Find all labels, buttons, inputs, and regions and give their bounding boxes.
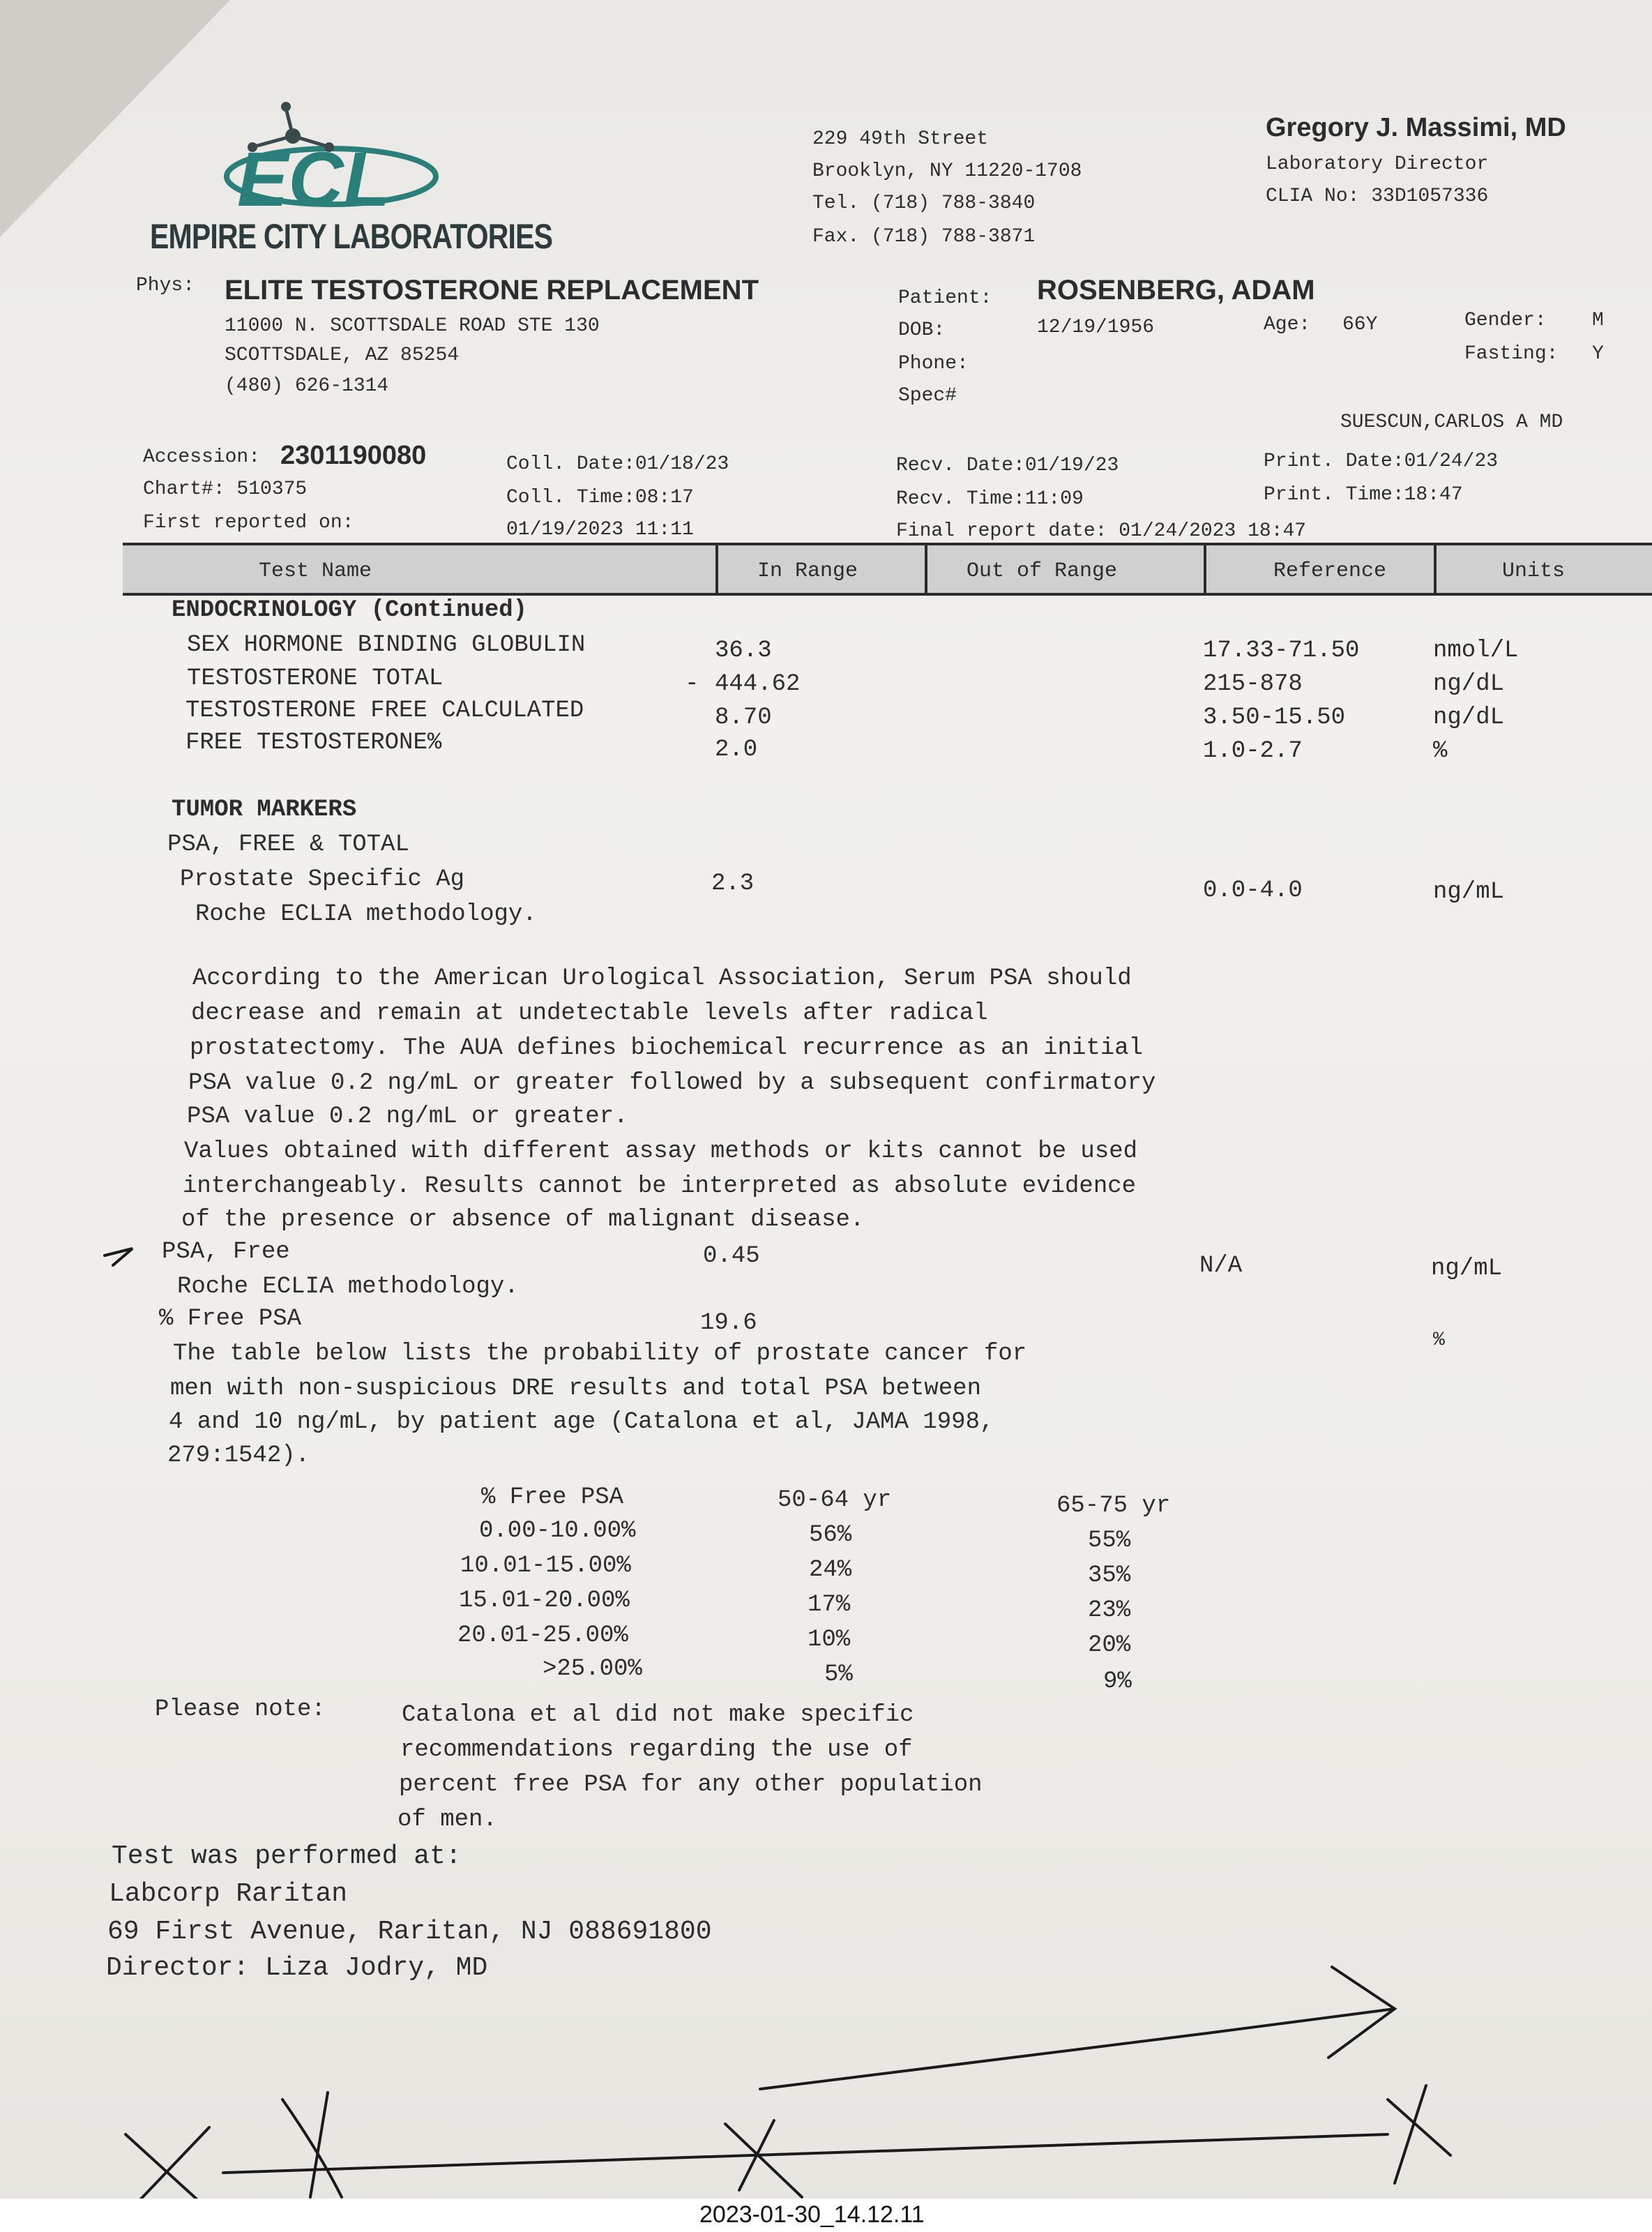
psa-total-value: 2.3 — [711, 870, 755, 897]
psa-method: Roche ECLIA methodology. — [195, 901, 537, 928]
note-line: percent free PSA for any other population — [399, 1772, 983, 1798]
lab-fax: Fax. (718) 788-3871 — [812, 226, 1036, 248]
psa-total-name: Prostate Specific Ag — [180, 866, 465, 893]
prob-header-65-75: 65-75 yr — [1056, 1493, 1171, 1519]
comment-line: PSA value 0.2 ng/mL or greater. — [187, 1103, 628, 1130]
psa-free-name: PSA, Free — [162, 1239, 290, 1265]
comment-line: interchangeably. Results cannot be interpreted as absolute evidence — [183, 1173, 1137, 1200]
first-reported-label: First reported on: — [143, 512, 354, 534]
photo-timestamp: 2023-01-30_14.12.11 — [699, 2201, 925, 2228]
lab-director-name: Gregory J. Massimi, MD — [1266, 113, 1566, 142]
col-units: Units — [1502, 559, 1566, 583]
svg-text:ECL: ECL — [237, 137, 391, 223]
table-intro-line: 279:1542). — [167, 1442, 310, 1469]
prob-row-range: 15.01-20.00% — [459, 1588, 630, 1614]
note-label: Please note: — [155, 1696, 326, 1723]
prob-row-50-64: 10% — [808, 1627, 851, 1653]
dob-label: DOB: — [898, 319, 946, 341]
performed-line: Test was performed at: — [112, 1841, 462, 1871]
table-intro-line: men with non-suspicious DRE results and total PSA between — [170, 1375, 981, 1402]
physician-address-1: 11000 N. SCOTTSDALE ROAD STE 130 — [225, 315, 600, 337]
table-intro-line: 4 and 10 ng/mL, by patient age (Catalona et al, JAMA 1998, — [169, 1409, 994, 1435]
psa-free-reference: N/A — [1199, 1253, 1243, 1279]
cross-mark-icon — [1388, 2086, 1450, 2183]
arrow-line — [760, 2009, 1395, 2089]
prob-header-50-64: 50-64 yr — [778, 1487, 892, 1514]
pct-free-psa-units: % — [1433, 1329, 1445, 1351]
prob-row-range: 20.01-25.00% — [457, 1622, 628, 1649]
table-intro-line: The table below lists the probability of prostate cancer for — [173, 1341, 1027, 1367]
note-line: Catalona et al did not make specific — [402, 1702, 914, 1728]
pct-free-psa-name: % Free PSA — [159, 1306, 302, 1332]
fasting-value: Y — [1592, 343, 1604, 365]
cross-mark-icon — [725, 2120, 802, 2197]
prob-header-free-psa: % Free PSA — [481, 1484, 624, 1511]
age-label: Age: — [1264, 314, 1311, 335]
pct-free-psa-value: 19.6 — [700, 1310, 757, 1336]
spec-label: Spec# — [898, 385, 957, 407]
prob-row-65-75: 20% — [1088, 1632, 1131, 1659]
photo-timestamp-bar — [0, 2199, 1652, 2232]
col-reference: Reference — [1273, 559, 1387, 583]
comment-line: of the presence or absence of malignant disease. — [181, 1207, 865, 1233]
coll-date: Coll. Date:01/18/23 — [506, 453, 729, 475]
performed-line: 69 First Avenue, Raritan, NJ 088691800 — [107, 1917, 712, 1947]
result-units: ng/dL — [1433, 671, 1505, 698]
psa-total-units: ng/mL — [1433, 879, 1505, 905]
col-test-name: Test Name — [259, 559, 372, 583]
cross-mark-icon — [126, 2127, 209, 2204]
result-units: ng/dL — [1433, 704, 1505, 731]
section-endocrinology: ENDOCRINOLOGY (Continued) — [172, 597, 528, 624]
physician-phone: (480) 626-1314 — [225, 375, 389, 397]
final-report-date: Final report date: 01/24/2023 18:47 — [896, 520, 1307, 542]
result-value: 8.70 — [715, 704, 772, 731]
first-reported-value: 01/19/2023 11:11 — [506, 519, 694, 541]
gender-value: M — [1592, 310, 1604, 331]
prob-row-65-75: 35% — [1088, 1562, 1131, 1589]
result-name: FREE TESTOSTERONE% — [185, 730, 442, 756]
comment-line: decrease and remain at undetectable levels after radical — [191, 1000, 988, 1027]
cross-mark-icon — [282, 2092, 342, 2197]
result-reference: 215-878 — [1203, 671, 1303, 698]
comment-line: According to the American Urological Association, Serum PSA should — [192, 965, 1132, 992]
result-value: 2.0 — [715, 737, 758, 763]
result-name: SEX HORMONE BINDING GLOBULIN — [187, 632, 586, 658]
col-out-of-range: Out of Range — [967, 559, 1118, 583]
recv-time: Recv. Time:11:09 — [896, 488, 1084, 510]
lab-clia: CLIA No: 33D1057336 — [1266, 186, 1489, 207]
patient-label: Patient: — [898, 287, 992, 309]
performed-line: Director: Liza Jodry, MD — [106, 1953, 488, 1983]
result-reference: 17.33-71.50 — [1203, 638, 1360, 664]
lab-address-1: 229 49th Street — [812, 128, 989, 150]
psa-free-method: Roche ECLIA methodology. — [177, 1274, 519, 1300]
result-flag: - — [685, 671, 699, 698]
prob-row-50-64: 56% — [809, 1522, 852, 1548]
result-value: 444.62 — [715, 671, 801, 698]
recv-date: Recv. Date:01/19/23 — [896, 455, 1119, 476]
prob-row-50-64: 5% — [824, 1661, 853, 1688]
psa-panel-name: PSA, FREE & TOTAL — [167, 831, 409, 858]
prob-row-range: >25.00% — [543, 1656, 642, 1682]
prob-row-50-64: 17% — [808, 1592, 851, 1618]
psa-free-value: 0.45 — [703, 1243, 760, 1269]
comment-line: Values obtained with different assay methods or kits cannot be used — [184, 1138, 1138, 1165]
lab-director-title: Laboratory Director — [1266, 153, 1489, 175]
coll-time: Coll. Time:08:17 — [506, 487, 694, 508]
result-name: TESTOSTERONE TOTAL — [187, 665, 444, 692]
gender-label: Gender: — [1464, 310, 1547, 331]
accession-number: 2301190080 — [280, 441, 427, 470]
section-tumor-markers: TUMOR MARKERS — [172, 797, 357, 823]
result-reference: 3.50-15.50 — [1203, 704, 1346, 731]
result-name: TESTOSTERONE FREE CALCULATED — [185, 698, 584, 724]
patient-name: ROSENBERG, ADAM — [1037, 275, 1315, 306]
note-line: of men. — [397, 1807, 497, 1833]
physician-address-2: SCOTTSDALE, AZ 85254 — [225, 345, 460, 366]
performed-line: Labcorp Raritan — [109, 1879, 348, 1909]
lab-address-2: Brooklyn, NY 11220-1708 — [812, 160, 1082, 182]
result-units: % — [1433, 738, 1448, 764]
note-line: recommendations regarding the use of — [400, 1737, 913, 1763]
prob-row-65-75: 23% — [1088, 1597, 1131, 1624]
print-date: Print. Date:01/24/23 — [1264, 451, 1499, 472]
dob-value: 12/19/1956 — [1037, 317, 1155, 338]
chart-number: Chart#: 510375 — [143, 478, 308, 500]
prob-row-65-75: 9% — [1103, 1668, 1132, 1695]
phys-label: Phys: — [136, 275, 195, 296]
prob-row-range: 0.00-10.00% — [479, 1518, 636, 1544]
checkmark-icon — [105, 1249, 132, 1265]
ordering-physician: SUESCUN,CARLOS A MD — [1340, 412, 1563, 433]
lab-name: EMPIRE CITY LABORATORIES — [150, 217, 553, 256]
comment-line: prostatectomy. The AUA defines biochemical recurrence as an initial — [190, 1035, 1144, 1062]
col-in-range: In Range — [757, 559, 858, 583]
result-value: 36.3 — [715, 638, 772, 664]
result-reference: 1.0-2.7 — [1203, 738, 1303, 764]
prob-row-65-75: 55% — [1088, 1528, 1131, 1554]
underline-stroke — [223, 2134, 1388, 2173]
prob-row-50-64: 24% — [809, 1557, 852, 1583]
psa-total-reference: 0.0-4.0 — [1203, 877, 1303, 904]
physician-name: ELITE TESTOSTERONE REPLACEMENT — [225, 275, 759, 306]
fasting-label: Fasting: — [1464, 343, 1559, 365]
print-time: Print. Time:18:47 — [1264, 484, 1463, 506]
age-value: 66Y — [1342, 314, 1378, 335]
lab-tel: Tel. (718) 788-3840 — [812, 193, 1036, 214]
accession-label: Accession: — [143, 446, 261, 468]
phone-label: Phone: — [898, 353, 969, 375]
prob-row-range: 10.01-15.00% — [460, 1553, 631, 1579]
result-units: nmol/L — [1433, 638, 1519, 664]
comment-line: PSA value 0.2 ng/mL or greater followed by a subsequent confirmatory — [188, 1070, 1156, 1096]
psa-free-units: ng/mL — [1431, 1256, 1503, 1282]
